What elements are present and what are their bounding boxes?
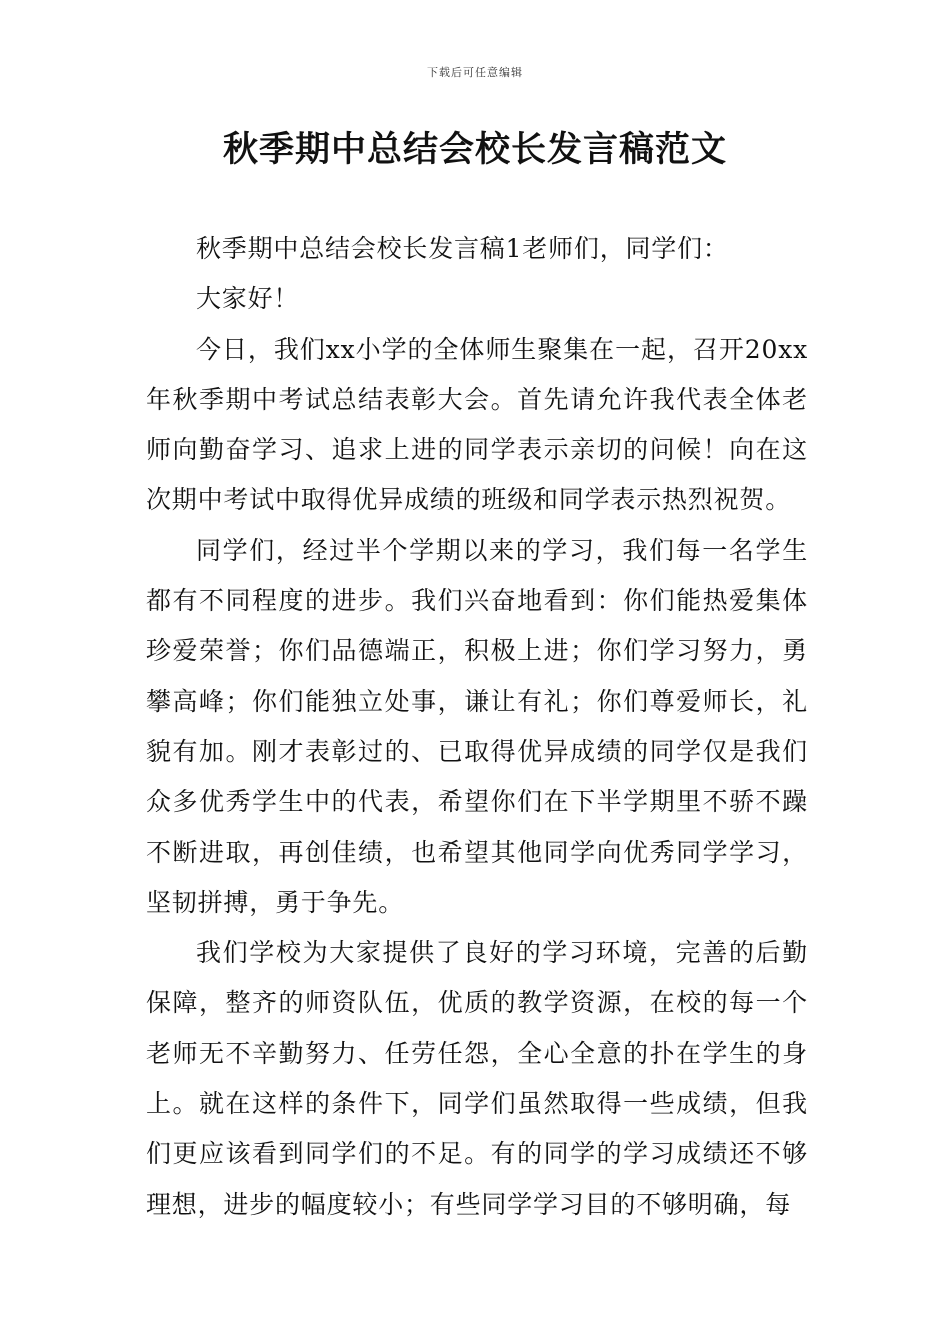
paragraph-students-progress: 同学们，经过半个学期以来的学习，我们每一名学生都有不同程度的进步。我们兴奋地看到：你们能热爱集体珍爱荣誉；你们品德端正，积极上进；你们学习努力，勇攀高峰；你们能独立处事，谦让有礼；你们尊爱师长，礼貌有加。刚才表彰过的、已取得优异成绩的同学仅是我们众多优秀学生中的代表，希望你们在下半学期里不骄不躁不断进取，再创佳绩，也希望其他同学向优秀同学学习，坚韧拼搏，勇于争先。 xyxy=(146,535,808,917)
header-note: 下载后可任意编辑 xyxy=(427,66,523,79)
paragraph-hello: 大家好！ xyxy=(196,284,300,314)
paragraph-opening: 今日，我们xx小学的全体师生聚集在一起，召开20xx年秋季期中考试总结表彰大会。首先请允许我代表全体老师向勤奋学习、追求上进的同学表示亲切的问候！向在这次期中考试中取得优异成绩的班级和同学表示热烈祝贺。 xyxy=(146,334,808,515)
paragraph-greeting-line: 秋季期中总结会校长发言稿1老师们，同学们： xyxy=(196,234,729,263)
paragraph-school-environment: 我们学校为大家提供了良好的学习环境，完善的后勤保障，整齐的师资队伍，优质的教学资源，在校的每一个老师无不辛勤努力、任劳任怨，全心全意的扑在学生的身上。就在这样的条件下，同学们虽然取得一些成绩，但我们更应该看到同学们的不足。有的同学的学习成绩还不够理想，进步的幅度较小；有些同学学习目的不够明确，每 xyxy=(146,938,808,1219)
document-title: 秋季期中总结会校长发言稿范文 xyxy=(222,130,727,170)
document-body xyxy=(146,224,808,1230)
